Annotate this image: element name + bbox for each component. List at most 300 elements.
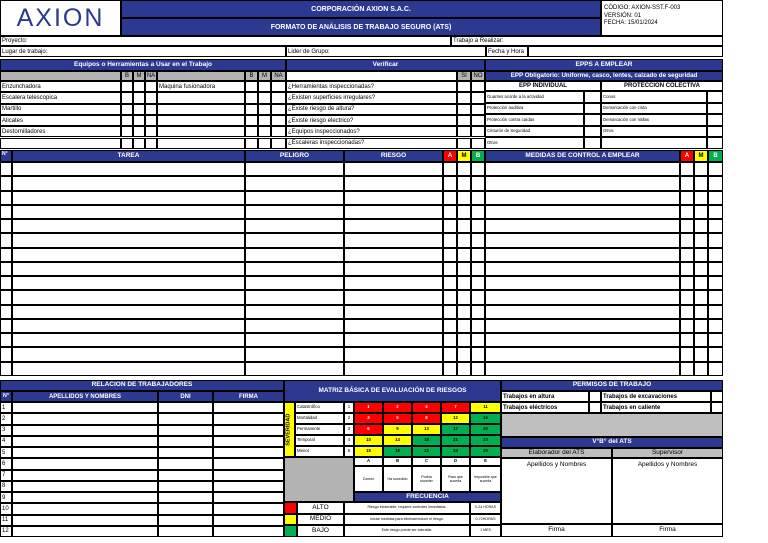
verificar-si-check[interactable] (457, 138, 471, 149)
row-m2-cell[interactable] (694, 276, 708, 290)
trabajador-nombre-cell[interactable] (12, 402, 158, 413)
epp-colectiva-check[interactable] (707, 126, 723, 138)
trabajador-dni-cell[interactable] (158, 515, 213, 526)
row-b2-cell[interactable] (708, 290, 723, 304)
trab-apellidos-header: APELLIDOS Y NOMBRES (12, 391, 158, 402)
row-riesgo-cell[interactable] (344, 176, 443, 190)
row-b2-cell[interactable] (708, 347, 723, 361)
verificar-no-check[interactable] (471, 115, 485, 126)
epp-colectiva-check[interactable] (707, 103, 723, 115)
proyecto-field[interactable]: Proyecto: (0, 36, 451, 46)
equipo-check-right[interactable] (245, 126, 258, 137)
row-peligro-cell[interactable] (245, 191, 344, 205)
row-m2-cell[interactable] (694, 176, 708, 190)
row-b-cell[interactable] (471, 162, 485, 176)
row-riesgo-cell[interactable] (344, 219, 443, 233)
trabajador-firma-cell[interactable] (213, 481, 284, 492)
row-riesgo-cell[interactable] (344, 362, 443, 376)
row-a-cell[interactable] (443, 347, 457, 361)
row-m-cell[interactable] (457, 248, 471, 262)
row-a2-cell[interactable] (680, 319, 694, 333)
equipo-check-right[interactable] (271, 104, 286, 115)
verificar-no-check[interactable] (471, 138, 485, 149)
row-m2-cell[interactable] (694, 347, 708, 361)
row-peligro-cell[interactable] (245, 362, 344, 376)
row-riesgo-cell[interactable] (344, 276, 443, 290)
row-n-cell[interactable] (0, 191, 12, 205)
row-n-cell[interactable] (0, 347, 12, 361)
row-m2-cell[interactable] (694, 319, 708, 333)
permiso-check[interactable] (711, 402, 723, 413)
row-m2-cell[interactable] (694, 162, 708, 176)
equipo-item-right[interactable] (157, 126, 245, 137)
equipo-check-right[interactable] (271, 138, 286, 149)
row-n-cell[interactable] (0, 176, 12, 190)
equipo-check-right[interactable] (258, 115, 271, 126)
row-m-cell[interactable] (457, 162, 471, 176)
row-peligro-cell[interactable] (245, 305, 344, 319)
epp-individual-check[interactable] (584, 114, 601, 126)
row-peligro-cell[interactable] (245, 347, 344, 361)
row-a-cell[interactable] (443, 362, 457, 376)
severidad-level: Permanente (295, 424, 344, 435)
row-medidas-cell[interactable] (485, 219, 680, 233)
epp-individual-check[interactable] (584, 91, 601, 103)
permiso-check[interactable] (589, 402, 601, 413)
trabajador-firma-cell[interactable] (213, 436, 284, 447)
row-peligro-cell[interactable] (245, 205, 344, 219)
row-m2-cell[interactable] (694, 333, 708, 347)
row-n-cell[interactable] (0, 362, 12, 376)
equipo-check-right[interactable] (271, 126, 286, 137)
permiso-check[interactable] (589, 391, 601, 402)
lider-field[interactable]: Lider de Grupo: (286, 46, 486, 57)
row-a-cell[interactable] (443, 191, 457, 205)
row-m-cell[interactable] (457, 176, 471, 190)
row-medidas-cell[interactable] (485, 362, 680, 376)
supervisor-apellidos: Apellidos y Nombres (637, 460, 698, 468)
equipo-check-right[interactable] (245, 104, 258, 115)
equipo-check[interactable] (145, 126, 157, 137)
row-m-cell[interactable] (457, 262, 471, 276)
row-b-cell[interactable] (471, 319, 485, 333)
row-m-cell[interactable] (457, 233, 471, 247)
row-a-cell[interactable] (443, 290, 457, 304)
fecha-hora-field[interactable]: Fecha y Hora (486, 46, 528, 57)
row-b-cell[interactable] (471, 219, 485, 233)
row-b-cell[interactable] (471, 333, 485, 347)
row-a2-cell[interactable] (680, 290, 694, 304)
row-peligro-cell[interactable] (245, 333, 344, 347)
row-medidas-cell[interactable] (485, 319, 680, 333)
row-a-cell[interactable] (443, 205, 457, 219)
row-medidas-cell[interactable] (485, 248, 680, 262)
row-b2-cell[interactable] (708, 262, 723, 276)
row-m2-cell[interactable] (694, 305, 708, 319)
row-m-cell[interactable] (457, 333, 471, 347)
row-b-cell[interactable] (471, 347, 485, 361)
row-medidas-cell[interactable] (485, 290, 680, 304)
row-medidas-cell[interactable] (485, 333, 680, 347)
trabajador-firma-cell[interactable] (213, 402, 284, 413)
equipo-check[interactable] (133, 115, 145, 126)
trabajador-nombre-cell[interactable] (12, 436, 158, 447)
row-riesgo-cell[interactable] (344, 162, 443, 176)
row-n-cell[interactable] (0, 248, 12, 262)
trabajador-nombre-cell[interactable] (12, 425, 158, 436)
trabajador-nombre-cell[interactable] (12, 447, 158, 458)
equipo-check[interactable] (145, 115, 157, 126)
row-tarea-cell[interactable] (12, 162, 245, 176)
row-tarea-cell[interactable] (12, 262, 245, 276)
row-m2-cell[interactable] (694, 248, 708, 262)
equipo-check-right[interactable] (271, 81, 286, 92)
row-riesgo-cell[interactable] (344, 205, 443, 219)
row-b2-cell[interactable] (708, 233, 723, 247)
row-a-cell[interactable] (443, 305, 457, 319)
verificar-si-check[interactable] (457, 92, 471, 103)
row-peligro-cell[interactable] (245, 176, 344, 190)
row-b2-cell[interactable] (708, 191, 723, 205)
trabajador-dni-cell[interactable] (158, 526, 213, 537)
equipo-item-right[interactable]: Maquina fusionadora (157, 81, 245, 92)
trabajador-dni-cell[interactable] (158, 503, 213, 514)
verificar-si-check[interactable] (457, 81, 471, 92)
row-b2-cell[interactable] (708, 205, 723, 219)
row-a2-cell[interactable] (680, 333, 694, 347)
equipo-check-right[interactable] (258, 126, 271, 137)
row-n-cell[interactable] (0, 276, 12, 290)
row-medidas-cell[interactable] (485, 262, 680, 276)
row-peligro-cell[interactable] (245, 290, 344, 304)
equipo-check-right[interactable] (271, 92, 286, 103)
trabajador-dni-cell[interactable] (158, 447, 213, 458)
equipo-item[interactable] (0, 138, 121, 149)
epp-colectiva-check[interactable] (707, 114, 723, 126)
row-n-cell[interactable] (0, 162, 12, 176)
row-peligro-cell[interactable] (245, 162, 344, 176)
row-m-cell[interactable] (457, 205, 471, 219)
trabajador-nombre-cell[interactable] (12, 481, 158, 492)
row-b-cell[interactable] (471, 205, 485, 219)
row-riesgo-cell[interactable] (344, 262, 443, 276)
equipo-check[interactable] (133, 104, 145, 115)
row-tarea-cell[interactable] (12, 205, 245, 219)
epp-individual-check[interactable] (584, 126, 601, 138)
trabajador-firma-cell[interactable] (213, 470, 284, 481)
row-a2-cell[interactable] (680, 191, 694, 205)
row-peligro-cell[interactable] (245, 262, 344, 276)
row-medidas-cell[interactable] (485, 233, 680, 247)
nivel-desc: Riesgo intolerable, requiere controles inmediatos. (344, 502, 470, 514)
row-b2-cell[interactable] (708, 362, 723, 376)
row-b2-cell[interactable] (708, 319, 723, 333)
row-a-cell[interactable] (443, 333, 457, 347)
row-riesgo-cell[interactable] (344, 347, 443, 361)
row-medidas-cell[interactable] (485, 176, 680, 190)
row-b2-cell[interactable] (708, 162, 723, 176)
row-b-cell[interactable] (471, 233, 485, 247)
row-b2-cell[interactable] (708, 305, 723, 319)
row-tarea-cell[interactable] (12, 333, 245, 347)
verificar-no-check[interactable] (471, 126, 485, 137)
row-a-cell[interactable] (443, 262, 457, 276)
verificar-si-check[interactable] (457, 126, 471, 137)
equipo-check[interactable] (121, 104, 133, 115)
row-riesgo-cell[interactable] (344, 319, 443, 333)
verificar-item: ¿Equipos inspeccionados? (286, 126, 457, 137)
row-n-cell[interactable] (0, 333, 12, 347)
row-medidas-cell[interactable] (485, 276, 680, 290)
row-b-cell[interactable] (471, 176, 485, 190)
equipo-check-right[interactable] (245, 115, 258, 126)
row-m-cell[interactable] (457, 319, 471, 333)
row-a2-cell[interactable] (680, 219, 694, 233)
row-m-cell[interactable] (457, 191, 471, 205)
verificar-si-check[interactable] (457, 104, 471, 115)
trabajador-firma-cell[interactable] (213, 503, 284, 514)
fecha-hora-value[interactable] (528, 46, 723, 57)
equipo-item[interactable]: Enzunchadora (0, 81, 121, 92)
row-m2-cell[interactable] (694, 233, 708, 247)
equipo-check[interactable] (133, 138, 145, 149)
row-n-cell[interactable] (0, 290, 12, 304)
row-riesgo-cell[interactable] (344, 290, 443, 304)
trabajador-dni-cell[interactable] (158, 413, 213, 424)
row-a2-cell[interactable] (680, 276, 694, 290)
trabajador-dni-cell[interactable] (158, 481, 213, 492)
trabajador-dni-cell[interactable] (158, 402, 213, 413)
epp-colectiva-check[interactable] (707, 137, 723, 149)
equipo-check[interactable] (145, 138, 157, 149)
row-b-cell[interactable] (471, 276, 485, 290)
equipo-check-right[interactable] (258, 104, 271, 115)
row-a2-cell[interactable] (680, 362, 694, 376)
trabajador-nombre-cell[interactable] (12, 492, 158, 503)
equipo-check[interactable] (121, 115, 133, 126)
trabajador-dni-cell[interactable] (158, 458, 213, 469)
row-riesgo-cell[interactable] (344, 248, 443, 262)
row-b2-cell[interactable] (708, 176, 723, 190)
row-m2-cell[interactable] (694, 362, 708, 376)
row-tarea-cell[interactable] (12, 362, 245, 376)
row-b-cell[interactable] (471, 262, 485, 276)
epp-colectiva-item: Demarcación con Vallas (601, 114, 707, 126)
supervisor-name-box[interactable] (612, 458, 723, 524)
equipo-check[interactable] (133, 126, 145, 137)
row-m2-cell[interactable] (694, 191, 708, 205)
verificar-no-check[interactable] (471, 81, 485, 92)
trabajador-firma-cell[interactable] (213, 413, 284, 424)
row-a2-cell[interactable] (680, 248, 694, 262)
row-b2-cell[interactable] (708, 276, 723, 290)
equipo-check-right[interactable] (245, 92, 258, 103)
verificar-si-check[interactable] (457, 115, 471, 126)
row-b2-cell[interactable] (708, 219, 723, 233)
trabajador-n: 3 (0, 425, 12, 436)
row-medidas-cell[interactable] (485, 347, 680, 361)
row-b-cell[interactable] (471, 248, 485, 262)
row-tarea-cell[interactable] (12, 219, 245, 233)
row-peligro-cell[interactable] (245, 319, 344, 333)
verificar-no-check[interactable] (471, 92, 485, 103)
row-tarea-cell[interactable] (12, 191, 245, 205)
trabajo-field[interactable]: Trabajo a Realizar: (451, 36, 723, 46)
row-tarea-cell[interactable] (12, 176, 245, 190)
logo-box (0, 0, 121, 36)
verificar-no-check[interactable] (471, 104, 485, 115)
nivel-time: 0-72HORAS (470, 514, 501, 526)
row-a2-cell[interactable] (680, 347, 694, 361)
row-a-cell[interactable] (443, 176, 457, 190)
row-a-cell[interactable] (443, 319, 457, 333)
equipo-item-right[interactable] (157, 104, 245, 115)
row-b2-cell[interactable] (708, 333, 723, 347)
trabajador-firma-cell[interactable] (213, 458, 284, 469)
row-tarea-cell[interactable] (12, 319, 245, 333)
elaborador-name-box[interactable] (501, 458, 612, 524)
trabajador-nombre-cell[interactable] (12, 515, 158, 526)
trabajador-dni-cell[interactable] (158, 470, 213, 481)
row-a-cell[interactable] (443, 219, 457, 233)
row-peligro-cell[interactable] (245, 276, 344, 290)
equipo-check-right[interactable] (245, 81, 258, 92)
equipo-check[interactable] (145, 81, 157, 92)
epp-colectiva-check[interactable] (707, 91, 723, 103)
row-m2-cell[interactable] (694, 219, 708, 233)
row-peligro-cell[interactable] (245, 233, 344, 247)
row-m-cell[interactable] (457, 362, 471, 376)
row-a-cell[interactable] (443, 233, 457, 247)
row-tarea-cell[interactable] (12, 290, 245, 304)
equipo-check[interactable] (121, 92, 133, 103)
row-n-cell[interactable] (0, 233, 12, 247)
row-tarea-cell[interactable] (12, 347, 245, 361)
row-m2-cell[interactable] (694, 262, 708, 276)
row-b-cell[interactable] (471, 362, 485, 376)
equipo-check[interactable] (133, 92, 145, 103)
equipo-item[interactable]: Escalera telescopica (0, 92, 121, 103)
row-a2-cell[interactable] (680, 162, 694, 176)
row-n-cell[interactable] (0, 262, 12, 276)
row-a2-cell[interactable] (680, 305, 694, 319)
trabajador-firma-cell[interactable] (213, 425, 284, 436)
row-tarea-cell[interactable] (12, 248, 245, 262)
row-b2-cell[interactable] (708, 248, 723, 262)
row-tarea-cell[interactable] (12, 305, 245, 319)
lugar-field[interactable]: Lugar de trabajo: (0, 46, 286, 57)
trabajador-firma-cell[interactable] (213, 492, 284, 503)
row-b-cell[interactable] (471, 290, 485, 304)
trabajador-firma-cell[interactable] (213, 526, 284, 537)
permiso-check[interactable] (711, 391, 723, 402)
equipo-check-right[interactable] (258, 138, 271, 149)
trabajador-nombre-cell[interactable] (12, 526, 158, 537)
equipo-check-right[interactable] (271, 115, 286, 126)
trabajador-firma-cell[interactable] (213, 515, 284, 526)
row-a2-cell[interactable] (680, 205, 694, 219)
row-m2-cell[interactable] (694, 290, 708, 304)
row-riesgo-cell[interactable] (344, 191, 443, 205)
equipo-item[interactable]: Alicates (0, 115, 121, 126)
row-a2-cell[interactable] (680, 262, 694, 276)
elaborador-firma[interactable]: Firma (501, 524, 612, 537)
row-peligro-cell[interactable] (245, 248, 344, 262)
equipo-check[interactable] (133, 81, 145, 92)
equipo-item-right[interactable] (157, 138, 245, 149)
supervisor-firma[interactable]: Firma (612, 524, 723, 537)
row-medidas-cell[interactable] (485, 305, 680, 319)
row-tarea-cell[interactable] (12, 276, 245, 290)
row-m-cell[interactable] (457, 305, 471, 319)
verificar-subheader (286, 71, 457, 81)
epps-subtitle: EPP Obligatorio: Uniforme, casco, lentes, calzado de seguridad (485, 71, 723, 81)
trabajador-nombre-cell[interactable] (12, 458, 158, 469)
equipo-check[interactable] (145, 104, 157, 115)
equipo-item[interactable]: Destornilladores (0, 126, 121, 137)
row-n-cell[interactable] (0, 219, 12, 233)
trabajador-nombre-cell[interactable] (12, 470, 158, 481)
row-m-cell[interactable] (457, 276, 471, 290)
row-riesgo-cell[interactable] (344, 333, 443, 347)
trabajador-dni-cell[interactable] (158, 492, 213, 503)
risk-matrix-cell: 11 (470, 402, 501, 413)
row-a2-cell[interactable] (680, 233, 694, 247)
row-m-cell[interactable] (457, 219, 471, 233)
epp-individual-check[interactable] (584, 137, 601, 149)
row-riesgo-cell[interactable] (344, 305, 443, 319)
row-tarea-cell[interactable] (12, 233, 245, 247)
equipo-check[interactable] (121, 126, 133, 137)
row-peligro-cell[interactable] (245, 219, 344, 233)
equipo-check-right[interactable] (245, 138, 258, 149)
row-m-cell[interactable] (457, 290, 471, 304)
peligro-column-header: PELIGRO (245, 150, 344, 162)
row-b-cell[interactable] (471, 191, 485, 205)
equipo-check[interactable] (121, 81, 133, 92)
equipo-item-right[interactable] (157, 115, 245, 126)
row-a-cell[interactable] (443, 162, 457, 176)
trabajador-dni-cell[interactable] (158, 436, 213, 447)
row-medidas-cell[interactable] (485, 205, 680, 219)
row-a-cell[interactable] (443, 248, 457, 262)
equipo-check-right[interactable] (258, 81, 271, 92)
row-a2-cell[interactable] (680, 176, 694, 190)
row-m2-cell[interactable] (694, 205, 708, 219)
company-name: CORPORACIÓN AXION S.A.C. (121, 0, 601, 18)
equipo-item[interactable]: Martillo (0, 104, 121, 115)
equipo-item-right[interactable] (157, 92, 245, 103)
row-m-cell[interactable] (457, 347, 471, 361)
row-n-cell[interactable] (0, 319, 12, 333)
equipo-check[interactable] (145, 92, 157, 103)
trabajador-firma-cell[interactable] (213, 447, 284, 458)
equipo-check-right[interactable] (258, 92, 271, 103)
row-medidas-cell[interactable] (485, 162, 680, 176)
row-b-cell[interactable] (471, 305, 485, 319)
row-n-cell[interactable] (0, 205, 12, 219)
row-a-cell[interactable] (443, 276, 457, 290)
n-column-header: N° (0, 150, 12, 162)
epp-individual-check[interactable] (584, 103, 601, 115)
trabajador-nombre-cell[interactable] (12, 503, 158, 514)
row-riesgo-cell[interactable] (344, 233, 443, 247)
trabajador-dni-cell[interactable] (158, 425, 213, 436)
equipo-check[interactable] (121, 138, 133, 149)
row-n-cell[interactable] (0, 305, 12, 319)
row-medidas-cell[interactable] (485, 191, 680, 205)
trabajador-nombre-cell[interactable] (12, 413, 158, 424)
